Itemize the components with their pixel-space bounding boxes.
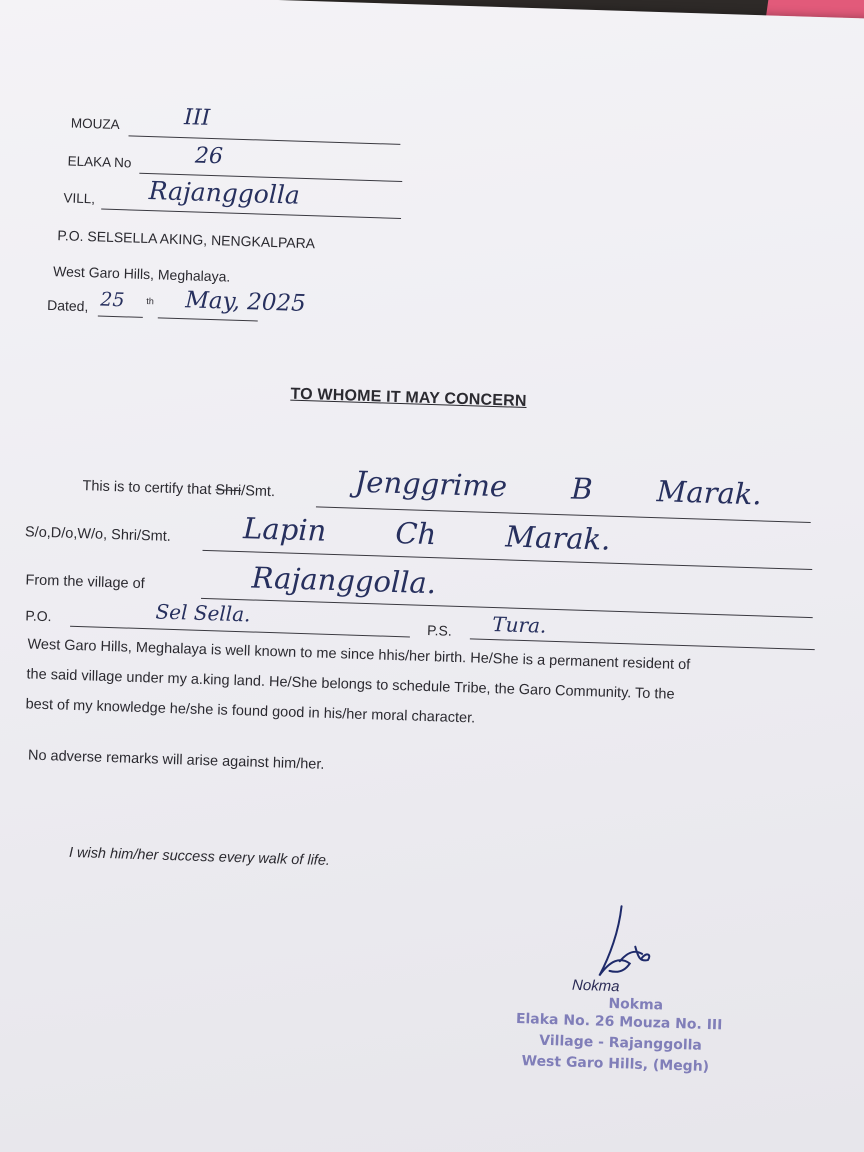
elaka-label: ELAKA No bbox=[67, 153, 132, 171]
no-adverse-remarks: No adverse remarks will arise against him/her. bbox=[27, 747, 325, 773]
vill-line bbox=[101, 209, 401, 219]
mouza-value: III bbox=[183, 105, 211, 131]
village-label: From the village of bbox=[25, 572, 145, 593]
paragraph-line-2: the said village under my a.king land. He/She belongs to schedule Tribe, the Garo Community. To the bbox=[26, 666, 675, 703]
mouza-line bbox=[128, 135, 400, 145]
wish-line: I wish him/her success every walk of life. bbox=[68, 844, 331, 870]
vill-label: VILL, bbox=[63, 190, 96, 207]
po-label: P.O. bbox=[25, 607, 52, 625]
po-value: Sel Sella. bbox=[155, 599, 251, 627]
relation-label: S/o,D/o,W/o, Shri/Smt. bbox=[24, 524, 172, 545]
dated-suffix: th bbox=[146, 296, 154, 307]
stamp-line-4: West Garo Hills, (Megh) bbox=[521, 1053, 710, 1076]
signature-nokma-label: Nokma bbox=[571, 976, 620, 996]
ps-label: P.S. bbox=[426, 621, 453, 639]
stamp-line-1: Nokma bbox=[608, 995, 664, 1014]
certify-prefix: This is to certify that bbox=[82, 478, 216, 499]
paragraph-line-3: best of my knowledge he/she is found good in his/her moral character. bbox=[25, 696, 476, 727]
dated-month-year: May, 2025 bbox=[184, 287, 307, 318]
paragraph-line-1: West Garo Hills, Meghalaya is well known to me since hhis/her birth. He/She is a permanent resident of bbox=[27, 636, 691, 674]
po-line: P.O. SELSELLA AKING, NENGKALPARA bbox=[57, 227, 316, 252]
page-title: TO WHOME IT MAY CONCERN bbox=[290, 385, 527, 410]
dated-month-line bbox=[158, 317, 258, 321]
stamp-line-3: Village - Rajanggolla bbox=[539, 1032, 703, 1054]
village-value: Rajanggolla. bbox=[251, 560, 437, 601]
vill-value: Rajanggolla bbox=[148, 176, 301, 210]
mouza-label: MOUZA bbox=[70, 115, 120, 133]
district-line: West Garo Hills, Meghalaya. bbox=[52, 263, 231, 285]
stamp-line-2: Elaka No. 26 Mouza No. III bbox=[515, 1010, 723, 1034]
certify-suffix: /Smt. bbox=[240, 483, 276, 501]
elaka-value: 26 bbox=[194, 143, 224, 170]
dated-day-line bbox=[98, 315, 143, 317]
ps-value: Tura. bbox=[491, 612, 547, 638]
certify-label bbox=[82, 478, 275, 500]
dated-day: 25 bbox=[100, 288, 125, 312]
person-name: Jenggrime B Marak. bbox=[354, 464, 763, 512]
relation-name: Lapin Ch Marak. bbox=[242, 511, 611, 557]
dated-label: Dated, bbox=[46, 296, 89, 315]
certify-struck-word: Shri bbox=[215, 482, 242, 500]
